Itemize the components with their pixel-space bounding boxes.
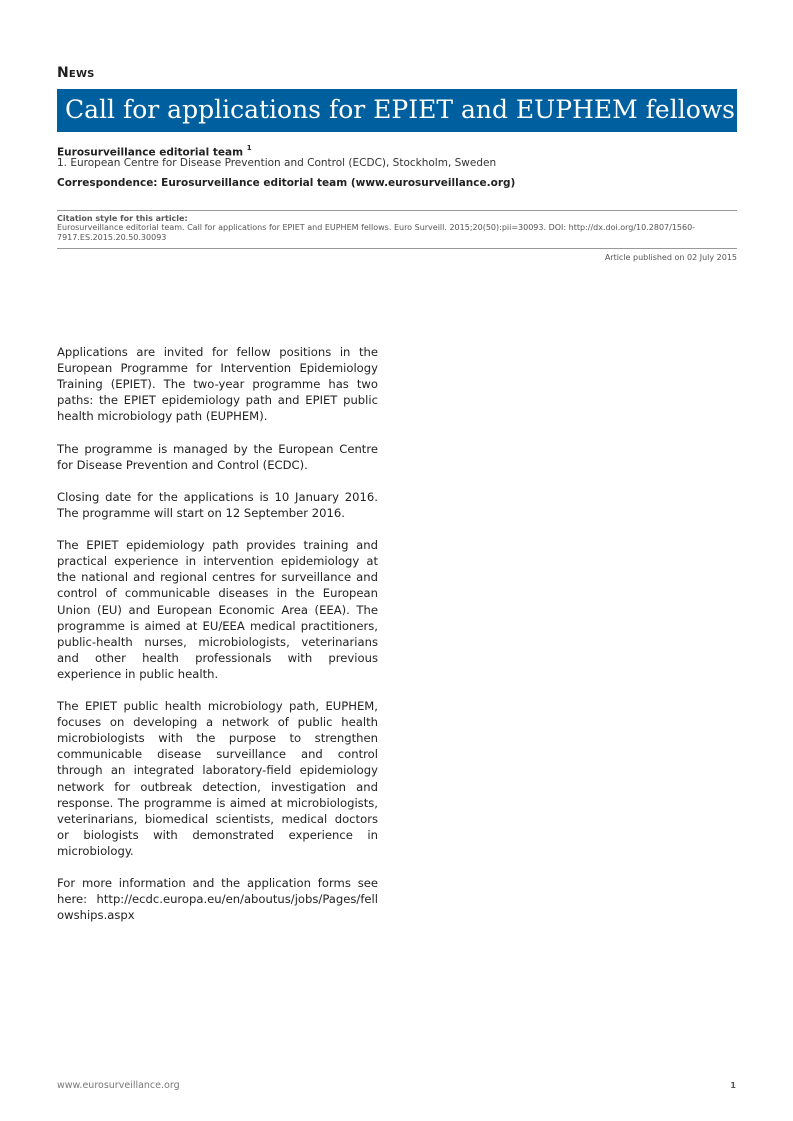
- author-affiliation-mark: 1: [246, 144, 252, 152]
- section-label: News: [57, 65, 95, 81]
- more-info-text: For more information and the application forms see here:: [57, 876, 378, 907]
- article-title: Call for applications for EPIET and EUPHEM fellows: [65, 95, 735, 124]
- title-bar: [57, 89, 737, 132]
- body-paragraph: The EPIET public health microbiology path, EUPHEM, focuses on developing a network of public health microbiologists with the purpose to strengthen communicable disease surveillance and control through an integrated laboratory-field epidemiology network for outbreak detection, investigation and response. The programme is aimed at microbiologists, veterinarians, biomedical scientists, medical doctors or biologists with demonstrated experience in microbiology.: [57, 699, 378, 858]
- affiliation: 1. European Centre for Disease Prevention and Control (ECDC), Stockholm, Sweden: [57, 157, 497, 169]
- citation-rule-bottom: [57, 248, 737, 249]
- citation-text: Eurosurveillance editorial team. Call for applications for EPIET and EUPHEM fellows. Euro Surveill. 2015;20(50):pii=30093. DOI: http://dx.doi.org/10.2807/1560-7917.ES.2015.20.50.30093: [57, 223, 696, 242]
- more-info-paragraph: [57, 875, 378, 923]
- citation-rule-top: [57, 210, 737, 211]
- body-paragraph: The EPIET epidemiology path provides training and practical experience in intervention epidemiology at the national and regional centres for surveillance and control of communicable diseases in the European Union (EU) and European Economic Area (EEA). The programme is aimed at EU/EEA medical practitioners, public-health nurses, microbiologists, veterinarians and other health professionals with previous experience in public health.: [57, 538, 378, 681]
- page-number: 1: [730, 1081, 736, 1090]
- correspondence: Correspondence: Eurosurveillance editorial team (www.eurosurveillance.org): [57, 177, 516, 189]
- footer-url[interactable]: www.eurosurveillance.org: [57, 1080, 180, 1091]
- citation-label: Citation style for this article:: [57, 214, 188, 223]
- body-paragraph: Closing date for the applications is 10 January 2016. The programme will start on 12 September 2016.: [57, 489, 378, 520]
- body-paragraph: Applications are invited for fellow positions in the European Programme for Intervention Epidemiology Training (EPIET). The two-year programme has two paths: the EPIET epidemiology path and EPIET public health microbiology path (EUPHEM).: [57, 345, 378, 424]
- fellowships-link[interactable]: http://ecdc.europa.eu/en/aboutus/jobs/Pages/fellowships.aspx: [57, 892, 378, 923]
- published-date: Article published on 02 July 2015: [604, 253, 737, 262]
- author-name: Eurosurveillance editorial team: [57, 146, 244, 159]
- article-body: [57, 344, 378, 939]
- body-paragraph: The programme is managed by the European Centre for Disease Prevention and Control (ECDC).: [57, 441, 378, 472]
